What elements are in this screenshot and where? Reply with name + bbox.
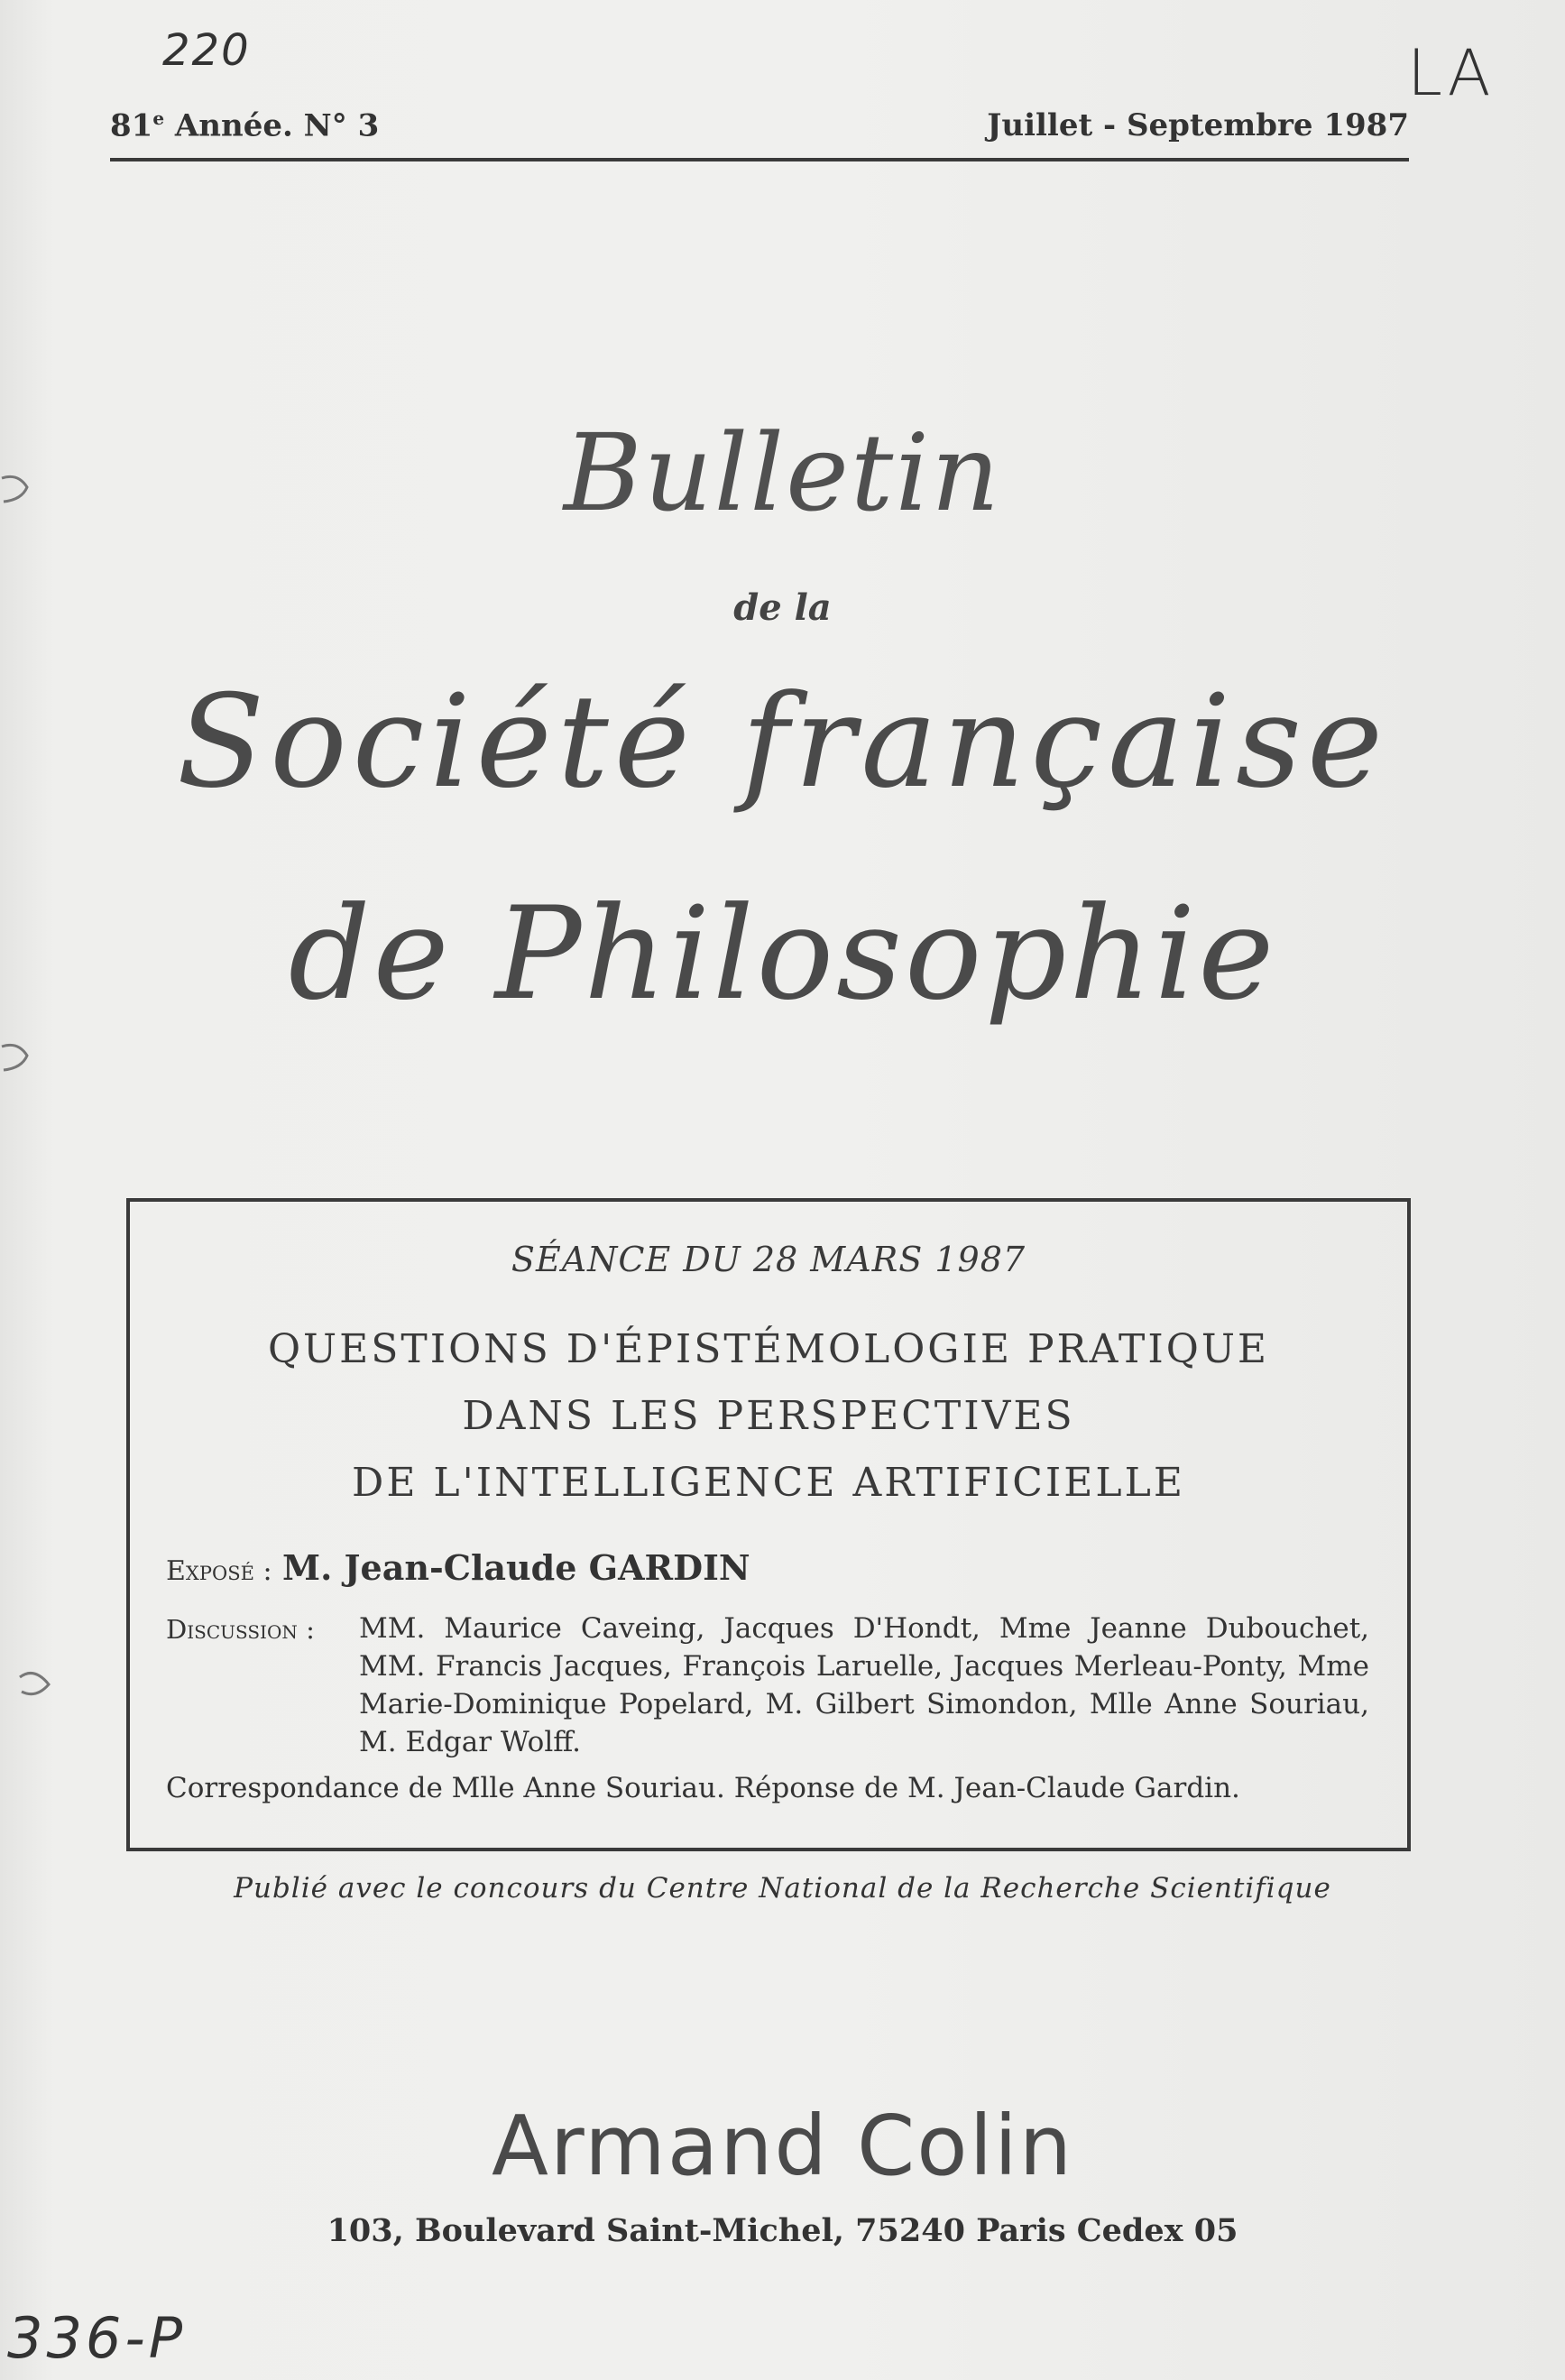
title-societe-francaise: Société française (176, 668, 1389, 816)
expose-line (166, 1547, 750, 1588)
handwritten-note-top-left: 220 (162, 25, 251, 76)
binding-hole-icon (0, 1038, 32, 1079)
title-bulletin: Bulletin (563, 411, 1002, 535)
issue-number: 81e Année. N° 3 (110, 107, 380, 144)
handwritten-note-top-right: LA (1407, 36, 1495, 110)
publisher-name: Armand Colin (491, 2098, 1074, 2194)
seance-date: SÉANCE DU 28 MARS 1987 (511, 1240, 1026, 1279)
question-line: DE L'INTELLIGENCE ARTIFICIELLE (352, 1460, 1185, 1506)
correspondance-line: Correspondance de Mlle Anne Souriau. Réponse de M. Jean-Claude Gardin. (166, 1772, 1240, 1804)
title-de-philosophie: de Philosophie (288, 880, 1277, 1029)
question-line: DANS LES PERSPECTIVES (462, 1393, 1075, 1439)
expose-label: Exposé : (166, 1555, 272, 1587)
question-line: QUESTIONS D'ÉPISTÉMOLOGIE PRATIQUE (267, 1326, 1270, 1372)
session-box (126, 1198, 1411, 1851)
expose-speaker: M. Jean-Claude GARDIN (282, 1547, 750, 1588)
publisher-address: 103, Boulevard Saint-Michel, 75240 Paris Cedex 05 (327, 2212, 1238, 2249)
discussion-participants: MM. Maurice Caveing, Jacques D'Hondt, Mme Jeanne Dubouchet, MM. Francis Jacques, François Laruelle, Jacques Merleau-Ponty, Mme Marie-Dominique Popelard, M. Gilbert Simondon, Mlle Anne Souriau, M. Edgar Wolff. (359, 1612, 1369, 1758)
issue-date: Juillet - Septembre 1987 (987, 107, 1409, 143)
title-de-la: de la (733, 586, 832, 629)
issue-header (110, 104, 1409, 161)
handwritten-note-bottom-left: 336-P (7, 2305, 187, 2371)
discussion-label: Discussion : (166, 1614, 315, 1645)
publication-note: Publié avec le concours du Centre National de la Recherche Scientifique (234, 1872, 1331, 1905)
binding-hole-icon (18, 1665, 51, 1706)
